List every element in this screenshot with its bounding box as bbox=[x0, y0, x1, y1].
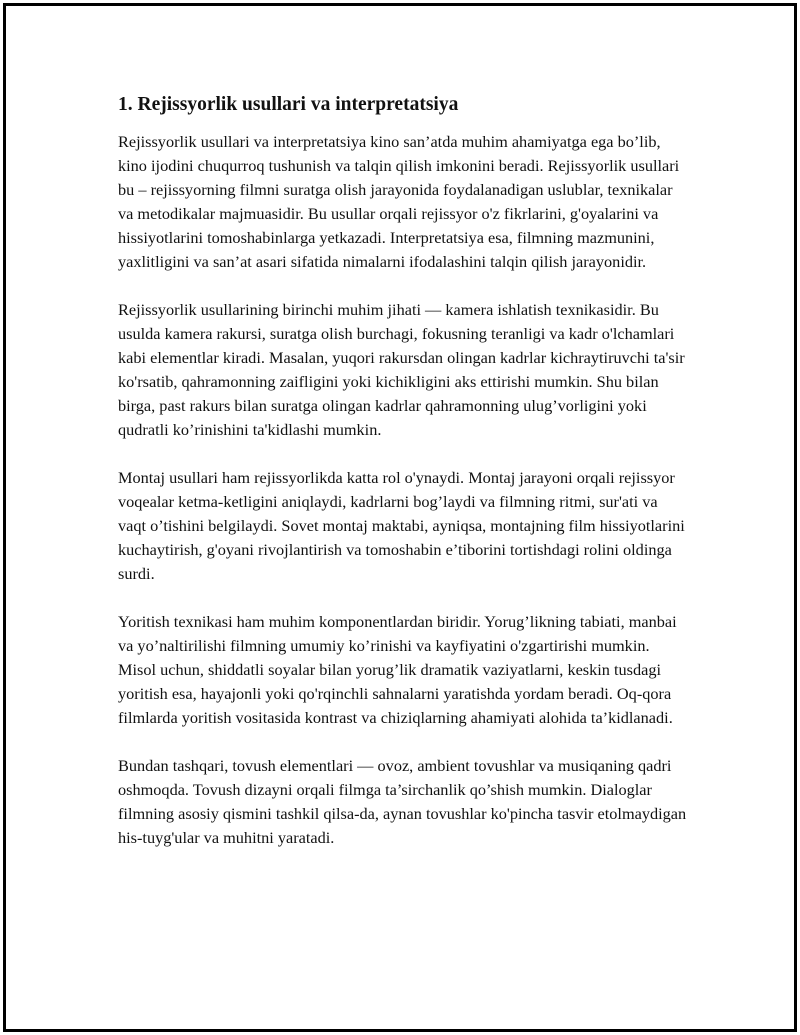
document-body bbox=[118, 92, 688, 874]
section-heading: 1. Rejissyorlik usullari va interpretatsiya bbox=[118, 94, 459, 115]
paragraph-editing: Montaj usullari ham rejissyorlikda katta rol o'ynaydi. Montaj jarayoni orqali rejissyor voqealar ketma-ketligini aniqlaydi, kadrlarni bog’laydi va filmning ritmi, sur'ati va vaqt o’tishini belgilaydi. Sovet montaj maktabi, ayniqsa, montajning film hissiyotlarini kuchaytirish, g'oyani rivojlantirish va tomoshabin e’tiborini tortishdagi rolini oldinga surdi. bbox=[118, 468, 685, 583]
paragraph-sound: Bundan tashqari, tovush elementlari — ovoz, ambient tovushlar va musiqaning qadri oshmoqda. Tovush dizayni orqali filmga ta’sirchanlik qo’shish mumkin. Dialoglar filmning asosiy qismini tashkil qilsa-da, aynan tovushlar ko'pincha tasvir etolmaydigan his-tuyg'ular va muhitni yaratadi. bbox=[118, 756, 687, 847]
paragraph-directing-methods: Rejissyorlik usullari va interpretatsiya kino san’atda muhim ahamiyatga ega bo’lib, kino ijodini chuqurroq tushunish va talqin qilish imkonini beradi. Rejissyorlik usullari bu – rejissyorning filmni suratga olish jarayonida foydalanadigan uslublar, texnikalar va metodikalar majmuasidir. Bu usullar orqali rejissyor o'z fikrlarini, g'oyalarini va hissiyotlarini tomoshabinlarga yetkazadi. Interpretatsiya esa, filmning mazmunini, yaxlitligini va san’at asari sifatida nimalarni ifodalashini talqin qilish jarayonidir. bbox=[118, 132, 680, 271]
paragraph-camera-technique: Rejissyorlik usullarining birinchi muhim jihati — kamera ishlatish texnikasidir. Bu usulda kamera rakursi, suratga olish burchagi, fokusning teranligi va kadr o'lchamlari kabi elementlar kiradi. Masalan, yuqori rakursdan olingan kadrlar kichraytiruvchi ta'sir ko'rsatib, qahramonning zaifligini yoki kichikligini aks ettirishi mumkin. Shu bilan birga, past rakurs bilan suratga olingan kadrlar qahramonning ulug’vorligini yoki qudratli ko’rinishini ta'kidlashi mumkin. bbox=[118, 300, 685, 439]
paragraph-lighting: Yoritish texnikasi ham muhim komponentlardan biridir. Yorug’likning tabiati, manbai va yo’naltirilishi filmning umumiy ko’rinishi va kayfiyatini o'zgartirishi mumkin. Misol uchun, shiddatli soyalar bilan yorug’lik dramatik vaziyatlarni, keskin tusdagi yoritish esa, hayajonli yoki qo'rqinchli sahnalarni yaratishda yordam beradi. Oq-qora filmlarda yoritish vositasida kontrast va chiziqlarning ahamiyati alohida ta’kidlanadi. bbox=[118, 612, 677, 727]
